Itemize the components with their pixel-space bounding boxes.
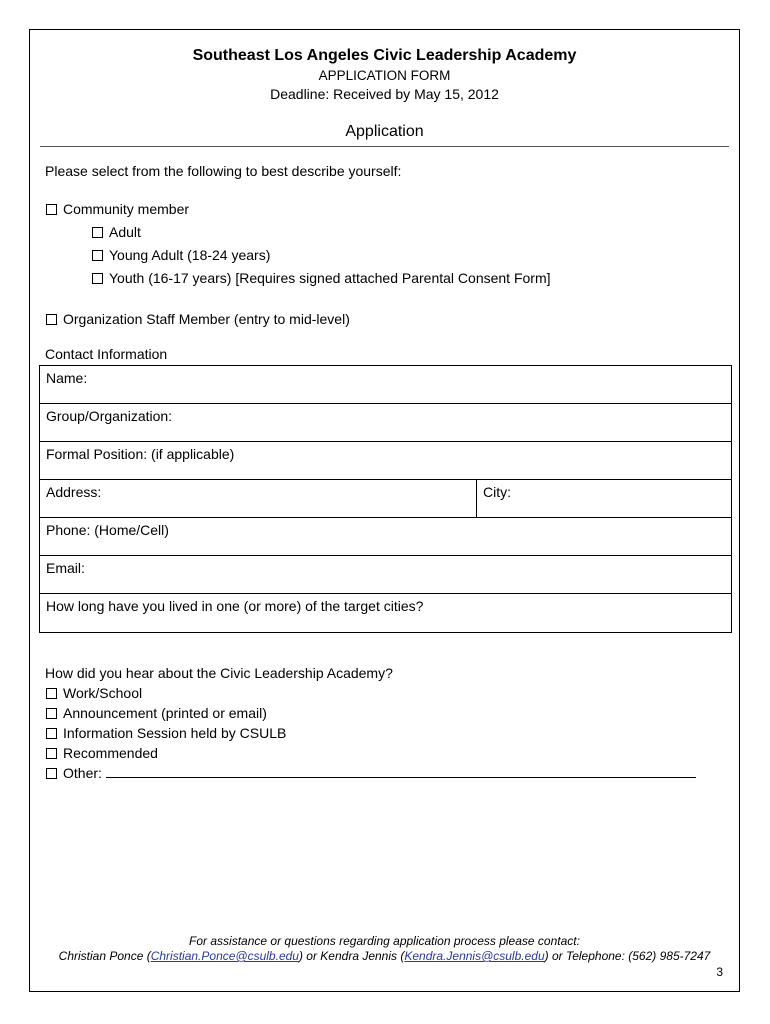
contact-table <box>39 365 732 633</box>
address-row <box>40 480 731 518</box>
option-young-adult[interactable] <box>92 247 270 263</box>
option-label: Information Session held by CSULB <box>63 725 287 741</box>
checkbox[interactable] <box>46 688 57 699</box>
checkbox[interactable] <box>46 728 57 739</box>
heading-rule <box>40 146 729 147</box>
field-label: Email: <box>46 560 85 576</box>
city-field[interactable]: City: <box>483 484 511 500</box>
hear-option-info-session[interactable] <box>46 725 286 741</box>
checkbox[interactable] <box>92 273 103 284</box>
field-label: Formal Position: (if applicable) <box>46 446 235 462</box>
page-number: 3 <box>716 965 723 979</box>
option-label: Young Adult (18-24 years) <box>109 247 271 263</box>
option-label: Organization Staff Member (entry to mid-level) <box>63 311 350 327</box>
option-community-member[interactable] <box>46 201 189 217</box>
option-label: Announcement (printed or email) <box>63 705 267 721</box>
address-field[interactable]: Address: <box>46 484 102 500</box>
checkbox[interactable] <box>46 314 57 325</box>
other-blank-line[interactable] <box>106 765 696 778</box>
phone-field[interactable] <box>40 518 731 556</box>
cell-divider <box>476 480 477 517</box>
form-title: Southeast Los Angeles Civic Leadership Academy <box>192 47 577 64</box>
footer-text: Christian Ponce ( <box>58 949 151 963</box>
hear-option-work-school[interactable] <box>46 685 142 701</box>
lived-field[interactable] <box>40 594 731 632</box>
option-label: Youth (16-17 years) [Requires signed attached Parental Consent Form] <box>109 270 551 286</box>
field-label: Phone: (Home/Cell) <box>46 522 169 538</box>
option-adult[interactable] <box>92 224 141 240</box>
checkbox[interactable] <box>46 204 57 215</box>
describe-prompt: Please select from the following to best describe yourself: <box>45 163 402 179</box>
footer-text: ) or Kendra Jennis ( <box>298 949 405 963</box>
checkbox[interactable] <box>46 708 57 719</box>
deadline-text: Deadline: Received by May 15, 2012 <box>270 86 499 102</box>
checkbox[interactable] <box>92 227 103 238</box>
option-org-staff[interactable] <box>46 311 350 327</box>
footer-text: ) or Telephone: (562) 985-7247 <box>544 949 711 963</box>
hear-option-recommended[interactable] <box>46 745 158 761</box>
position-field[interactable] <box>40 442 731 480</box>
field-label: Group/Organization: <box>46 408 173 424</box>
group-field[interactable] <box>40 404 731 442</box>
footer-contact-intro: For assistance or questions regarding application process please contact: <box>189 934 580 948</box>
email-link-kendra[interactable]: Kendra.Jennis@csulb.edu <box>404 949 545 963</box>
checkbox[interactable] <box>46 768 57 779</box>
option-label: Recommended <box>63 745 158 761</box>
field-label: Name: <box>46 370 88 386</box>
email-field[interactable] <box>40 556 731 594</box>
form-page <box>29 29 740 992</box>
checkbox[interactable] <box>46 748 57 759</box>
name-field[interactable] <box>40 366 731 404</box>
section-heading: Application <box>345 123 424 140</box>
hear-option-announcement[interactable] <box>46 705 267 721</box>
form-subtitle: APPLICATION FORM <box>318 68 451 83</box>
footer-contact-line <box>30 949 739 963</box>
option-label: Work/School <box>63 685 143 701</box>
field-label: How long have you lived in one (or more) of the target cities? <box>46 598 424 614</box>
option-label: Adult <box>109 224 141 240</box>
hear-question: How did you hear about the Civic Leadership Academy? <box>45 665 393 681</box>
contact-heading: Contact Information <box>45 346 168 362</box>
checkbox[interactable] <box>92 250 103 261</box>
option-label: Other: <box>63 765 102 781</box>
hear-option-other[interactable] <box>46 765 696 781</box>
email-link-christian[interactable]: Christian.Ponce@csulb.edu <box>150 949 299 963</box>
option-youth[interactable] <box>92 270 551 286</box>
option-label: Community member <box>63 201 190 217</box>
